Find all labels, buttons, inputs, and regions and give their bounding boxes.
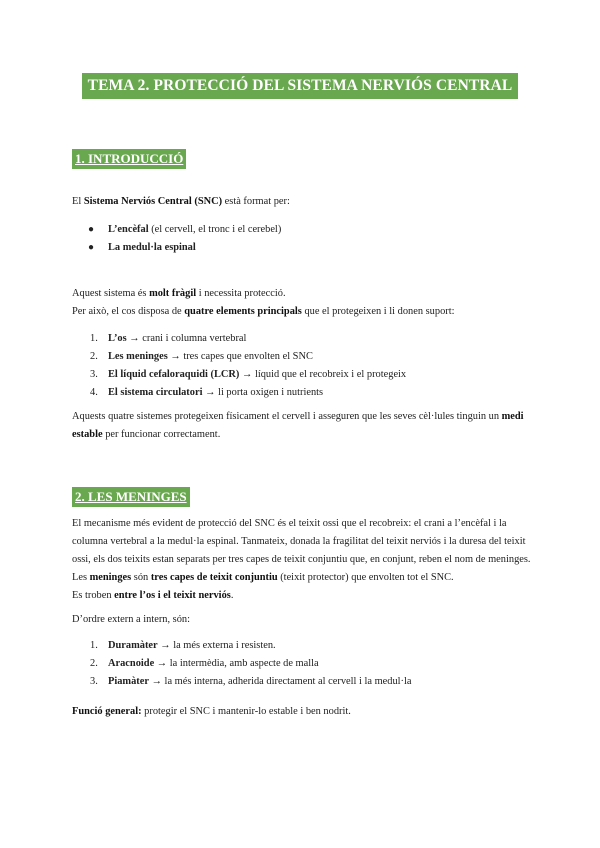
- list-item: 2. Les meninges → tres capes que envolten el SNC: [90, 351, 313, 362]
- list-item: 2. Aracnoide → la intermèdia, amb aspecte de malla: [90, 658, 319, 669]
- list-item: 3. Piamàter → la més interna, adherida directament al cervell i la medul·la: [90, 676, 412, 687]
- summary-paragraph: Aquests quatre sistemes protegeixen físicament el cervell i asseguren que les seves cèl·lules tinguin un medi estable per funcionar correctament.: [72, 411, 524, 440]
- protection-elements-list: [90, 330, 530, 402]
- snc-parts-list: [88, 221, 518, 257]
- page-title: TEMA 2. PROTECCIÓ DEL SISTEMA NERVIÓS CENTRAL: [82, 73, 519, 99]
- function-paragraph: Funció general: protegir el SNC i mantenir-lo estable i ben nodrit.: [72, 706, 351, 717]
- meninges-paragraph: El mecanisme més evident de protecció del SNC és el teixit ossi que el recobreix: el crani a l’encèfal i la columna vertebral a la medul·la espinal. Tanmateix, donada la fragilitat del teixit nerviós i la duresa del teixit ossi, els dos teixits estan separats per tres capes de teixit conjuntiu que, en conjunt, reben el nom de meninges. Les meninges són tres capes de teixit conjuntiu (teixit protector) que envolten tot el SNC. Es troben entre l’os i el teixit nerviós.: [72, 518, 531, 601]
- list-item: 3. El líquid cefaloraquidi (LCR) → líquid que el recobreix i el protegeix: [90, 369, 407, 380]
- list-item: 1. L’os → crani i columna vertebral: [90, 333, 247, 344]
- list-item: 4. El sistema circulatori → li porta oxigen i nutrients: [90, 387, 324, 398]
- list-item: ● L’encèfal (el cervell, el tronc i el cerebel): [88, 224, 282, 235]
- section-heading-introduccio: 1. INTRODUCCIÓ: [72, 149, 186, 169]
- section-heading-meninges: 2. LES MENINGES: [72, 487, 190, 507]
- intro-paragraph: El Sistema Nerviós Central (SNC) està format per:: [72, 196, 290, 207]
- list-item: 1. Duramàter → la més externa i resisten.: [90, 640, 276, 651]
- title-wrapper: [0, 73, 600, 99]
- list-item: ● La medul·la espinal: [88, 242, 196, 253]
- meninges-layers-list: [90, 637, 530, 691]
- fragile-paragraph: Aquest sistema és molt fràgil i necessita protecció. Per això, el cos disposa de quatre elements principals que el protegeixen i li donen suport:: [72, 288, 455, 317]
- order-paragraph: D’ordre extern a intern, són:: [72, 614, 191, 625]
